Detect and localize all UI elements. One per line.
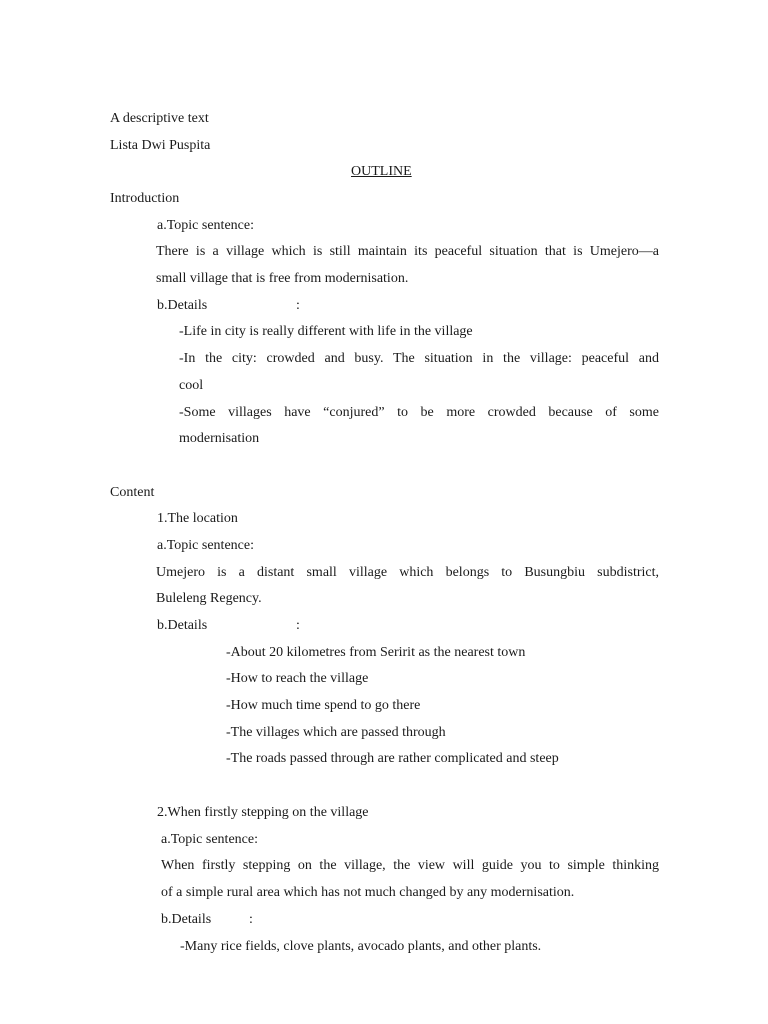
section2-topic-line1: When firstly stepping on the village, the view will guide you to simple thinking <box>161 858 659 873</box>
list-item: -Many rice fields, clove plants, avocado plants, and other plants. <box>180 939 542 954</box>
section2-topic-line2: of a simple rural area which has not much changed by any modernisation. <box>161 885 575 900</box>
intro-detail-3-line1: -Some villages have “conjured” to be more crowded because of some <box>179 405 659 420</box>
intro-detail-1: -Life in city is really different with life in the village <box>179 324 473 339</box>
intro-details-colon: : <box>296 298 300 313</box>
section2-topic-label: a.Topic sentence: <box>161 832 258 847</box>
section1-details-label: b.Details <box>157 618 208 633</box>
intro-topic-line2: small village that is free from modernisation. <box>156 271 409 286</box>
list-item: -The roads passed through are rather complicated and steep <box>226 751 559 766</box>
intro-topic-line1: There is a village which is still maintain its peaceful situation that is Umejero—a <box>156 244 659 259</box>
list-item: -How to reach the village <box>226 671 369 686</box>
list-item: -The villages which are passed through <box>226 725 446 740</box>
section1-details-colon: : <box>296 618 300 633</box>
section1-topic-line1: Umejero is a distant small village which belongs to Busungbiu subdistrict, <box>156 565 659 580</box>
intro-detail-2-line2: cool <box>179 378 204 393</box>
section2-details-label: b.Details <box>161 912 212 927</box>
intro-detail-3-line2: modernisation <box>179 431 260 446</box>
intro-detail-2-line1: -In the city: crowded and busy. The situation in the village: peaceful and <box>179 351 659 366</box>
list-item: -How much time spend to go there <box>226 698 421 713</box>
section1-topic-label: a.Topic sentence: <box>157 538 254 553</box>
content-heading: Content <box>110 485 155 500</box>
section1-heading: 1.The location <box>157 511 238 526</box>
author-name: Lista Dwi Puspita <box>110 138 211 153</box>
section1-topic-line2: Buleleng Regency. <box>156 591 262 606</box>
intro-topic-label: a.Topic sentence: <box>157 218 254 233</box>
section2-details-colon: : <box>249 912 253 927</box>
section2-heading: 2.When firstly stepping on the village <box>157 805 369 820</box>
outline-title: OUTLINE <box>351 164 412 179</box>
document-type: A descriptive text <box>110 111 209 126</box>
list-item: -About 20 kilometres from Seririt as the nearest town <box>226 645 526 660</box>
intro-details-label: b.Details <box>157 298 208 313</box>
introduction-heading: Introduction <box>110 191 180 206</box>
